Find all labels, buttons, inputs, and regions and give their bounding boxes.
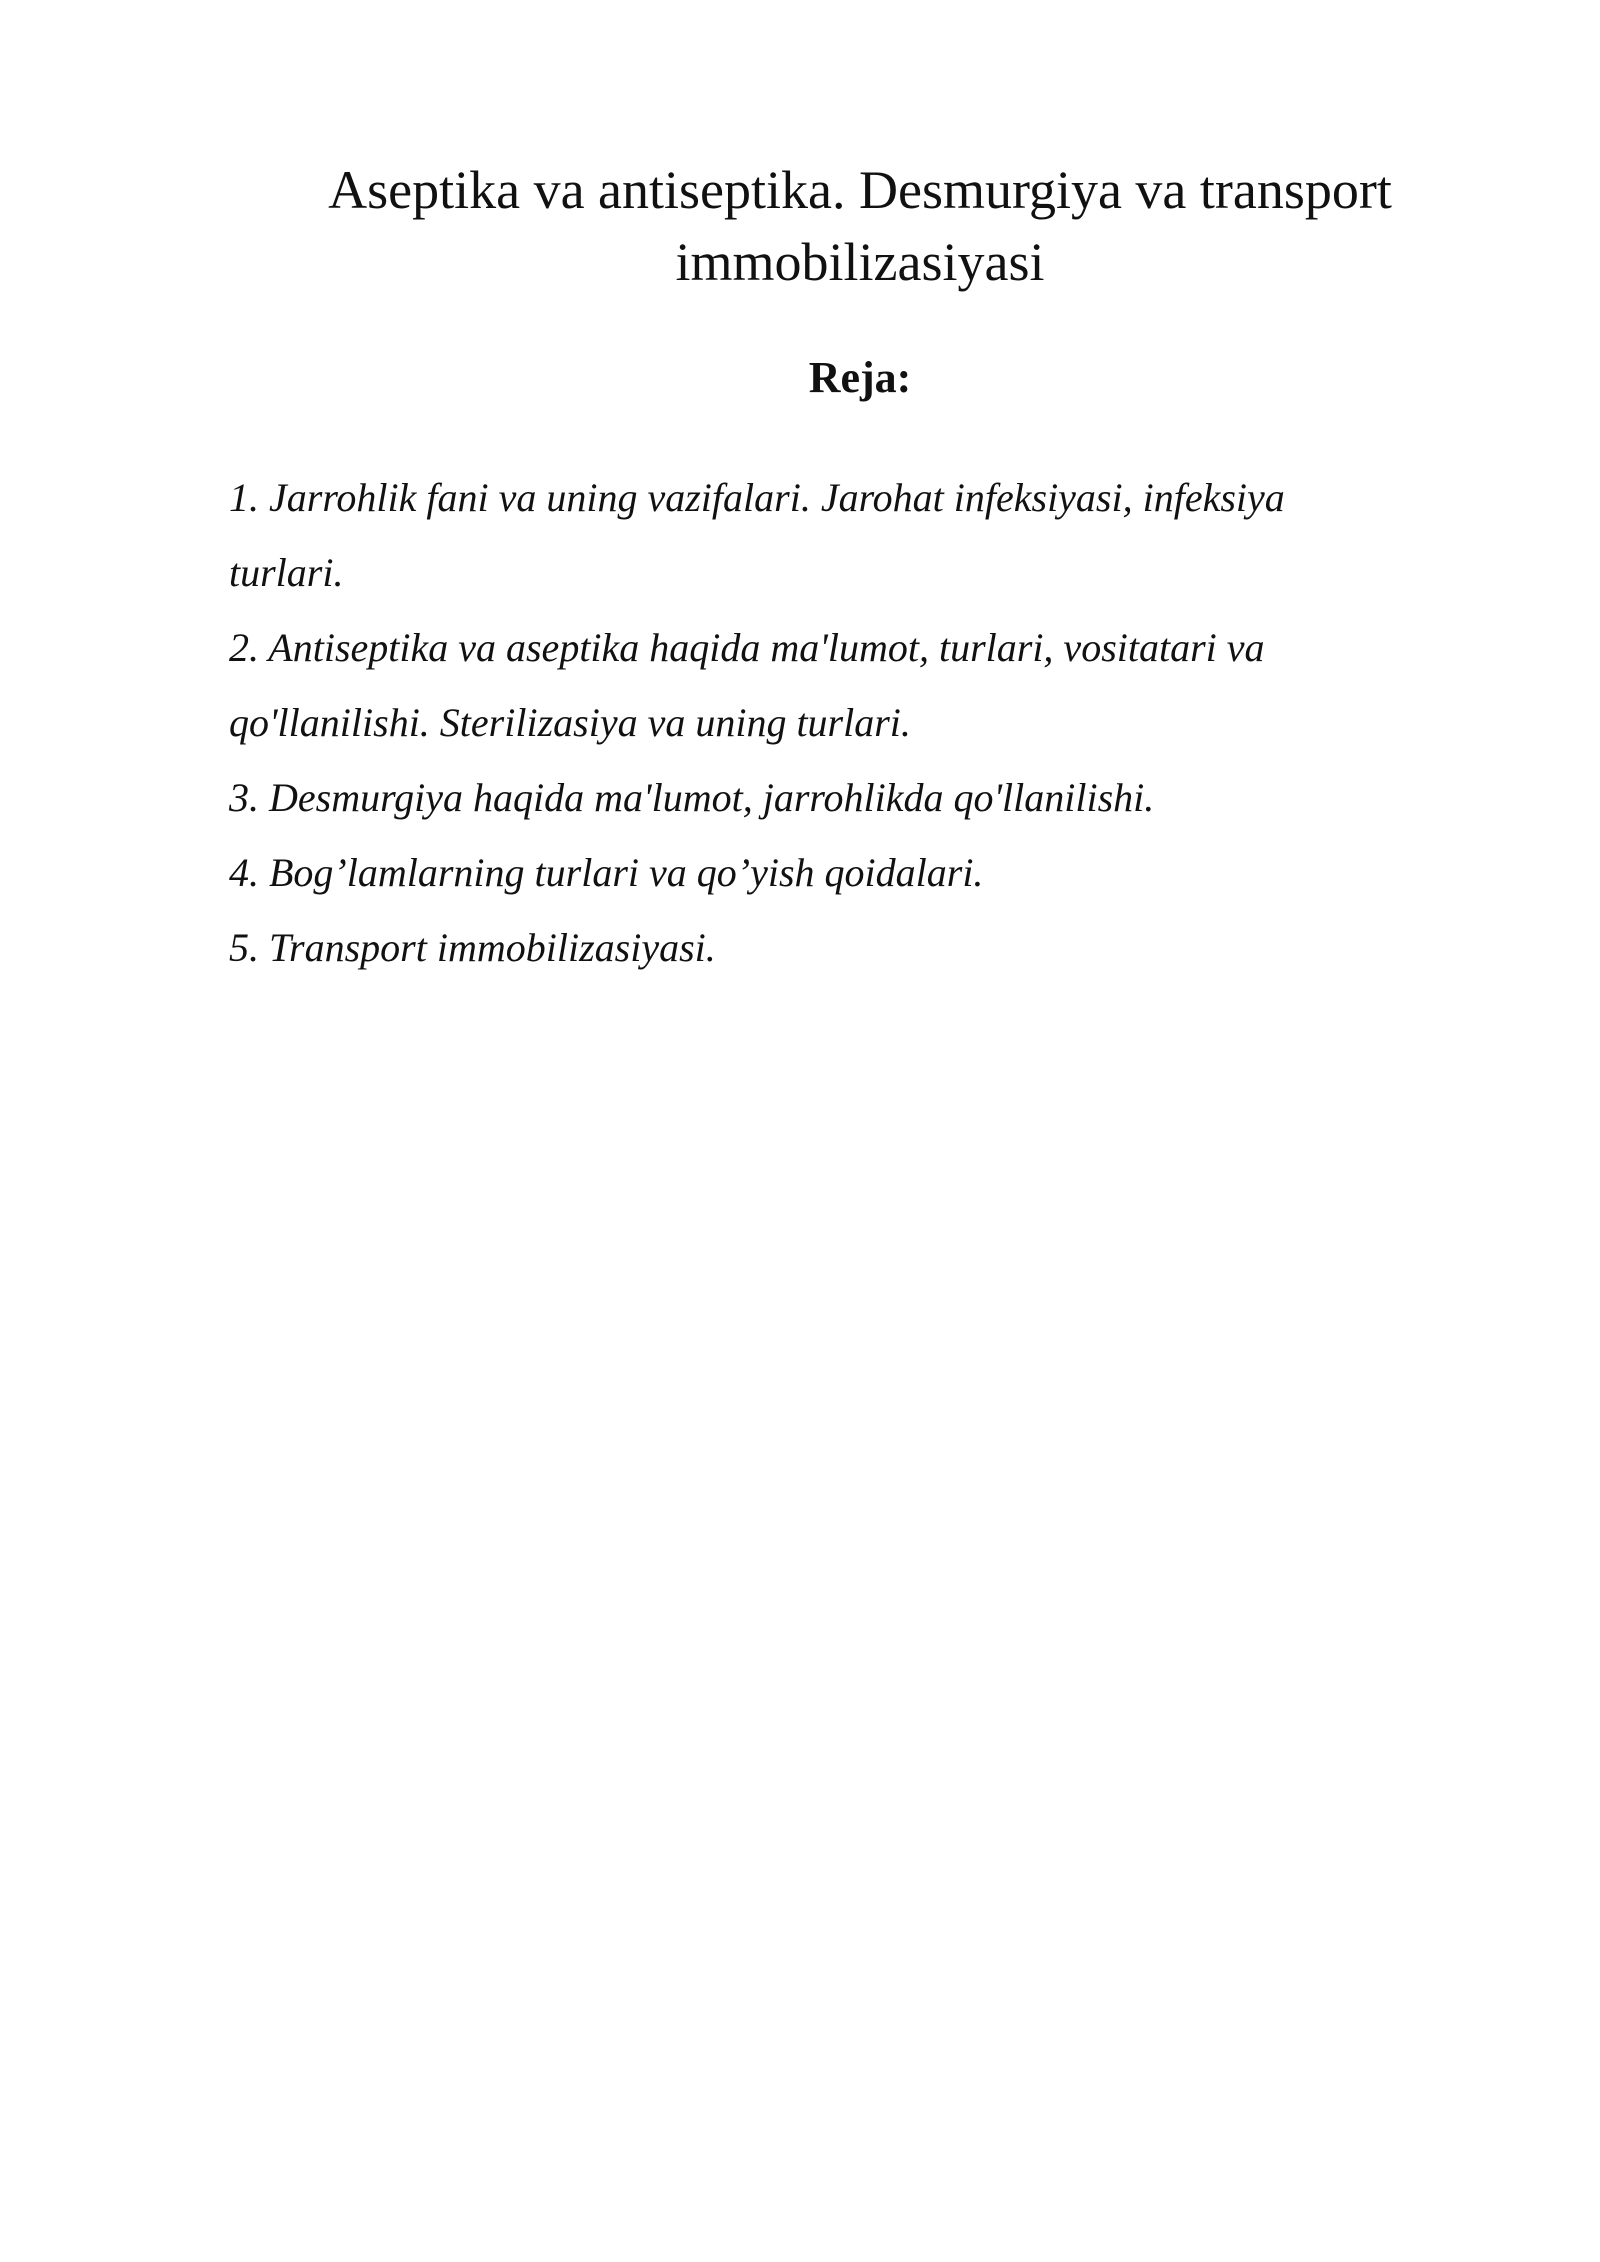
document-title-line-2: immobilizasiyasi: [675, 232, 1045, 292]
plan-list: [229, 460, 1409, 985]
plan-item-3: 3. Desmurgiya haqida ma'lumot, jarrohlikda qo'llanilishi.: [229, 775, 1155, 820]
plan-item-2: 2. Antiseptika va aseptika haqida ma'lumot, turlari, vositatari va qo'llanilishi. Sterilizasiya va uning turlari.: [229, 625, 1265, 745]
plan-item-4: 4. Bog’lamlarning turlari va qo’yish qoidalari.: [229, 850, 984, 895]
plan-item-5: 5. Transport immobilizasiyasi.: [229, 925, 716, 970]
document-title-line-1: Aseptika va antiseptika. Desmurgiya va transport: [328, 160, 1392, 220]
plan-item-1: 1. Jarrohlik fani va uning vazifalari. Jarohat infeksiyasi, infeksiya turlari.: [229, 475, 1285, 595]
plan-heading: Reja:: [808, 353, 912, 402]
document-title: [230, 154, 1490, 298]
